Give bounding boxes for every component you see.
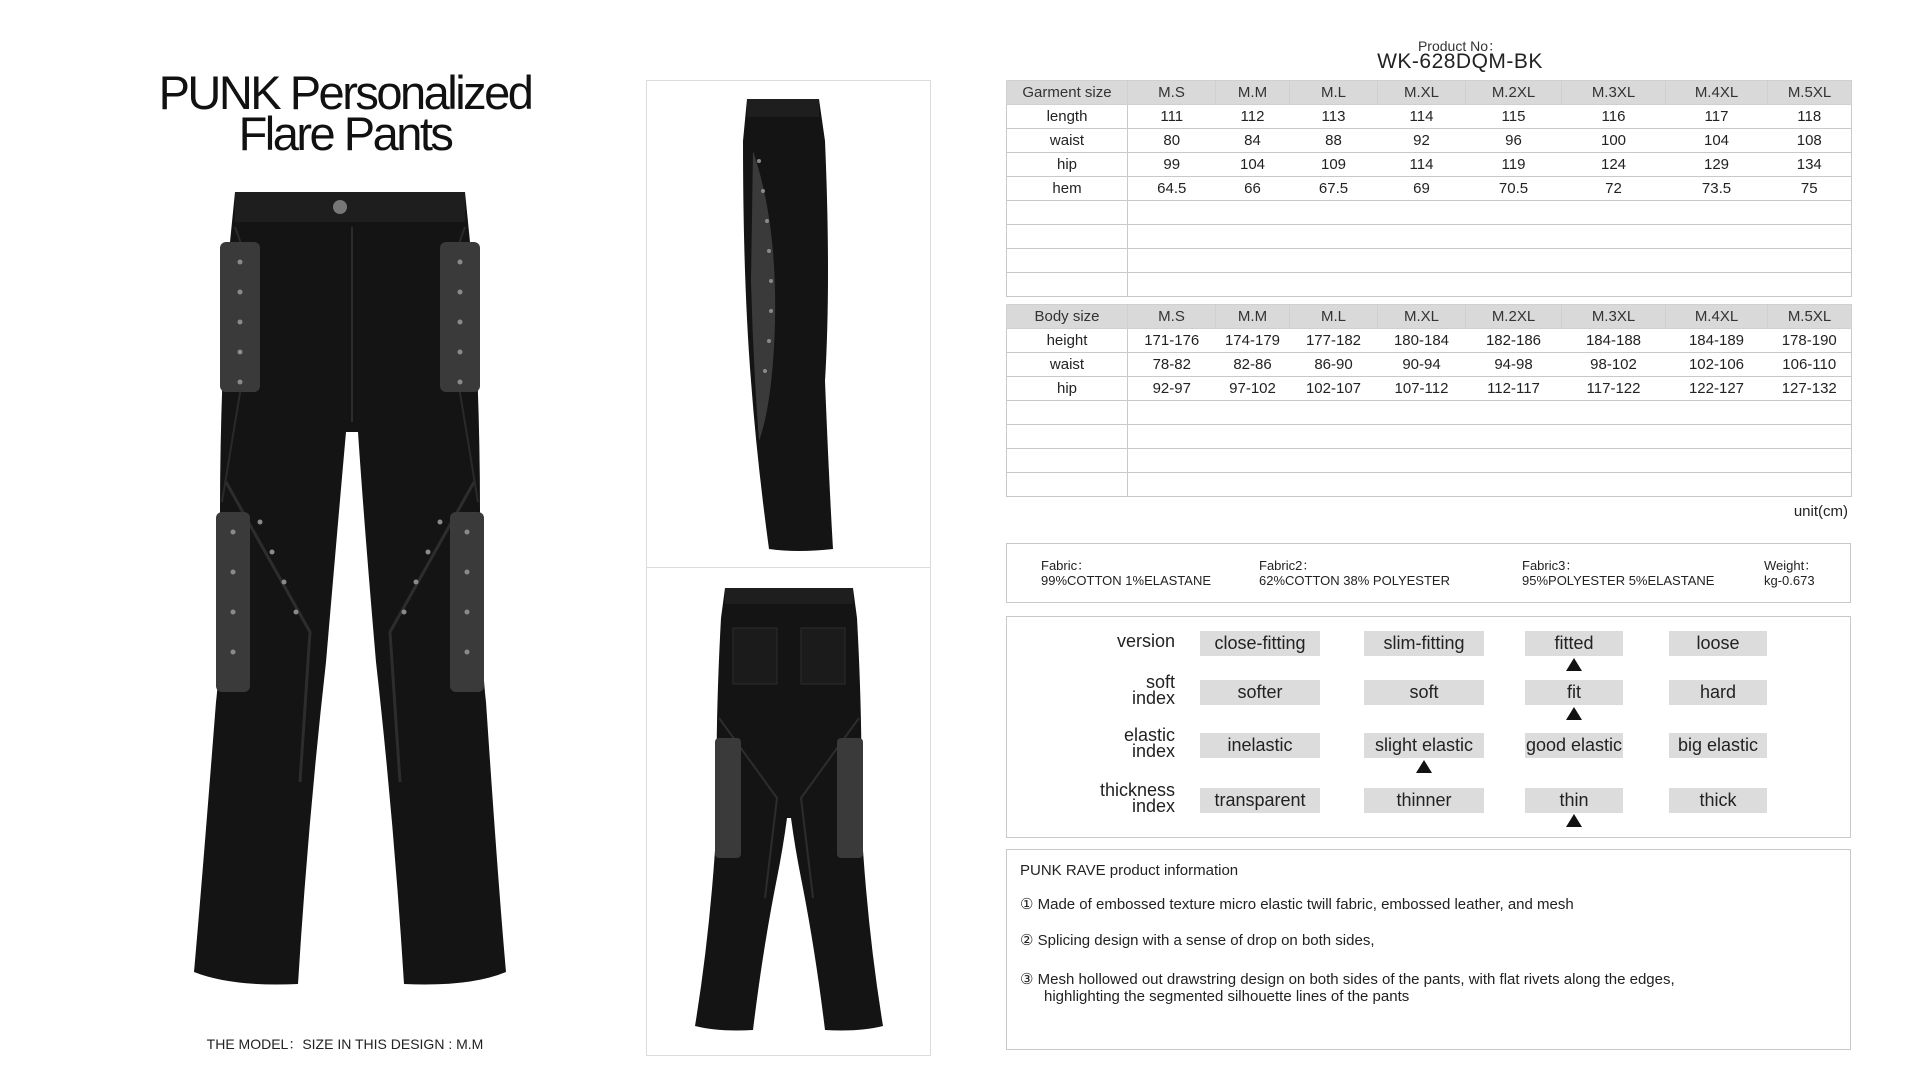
fabric-3: [1522, 558, 1714, 588]
header-cell: M.S: [1128, 305, 1216, 329]
index-label-soft: [1015, 674, 1175, 706]
index-option: fitted: [1525, 631, 1623, 656]
table-cell: 94-98: [1466, 353, 1562, 377]
table-cell: 98-102: [1562, 353, 1666, 377]
weight-value: kg-0.673: [1764, 573, 1815, 588]
index-option: transparent: [1200, 788, 1320, 813]
header-cell: M.5XL: [1768, 305, 1852, 329]
table-cell: 117-122: [1562, 377, 1666, 401]
index-label-version: [1015, 633, 1175, 649]
fabric-value: 99%COTTON 1%ELASTANE: [1041, 573, 1212, 588]
selected-indicator-triangle-icon: [1566, 814, 1582, 827]
table-cell: 174-179: [1216, 329, 1290, 353]
fabric-label: Fabric2：: [1259, 558, 1316, 573]
side-view-image: [647, 81, 930, 568]
row-label: hip: [1007, 153, 1128, 177]
row-label: height: [1007, 329, 1128, 353]
unit-label: unit(cm): [1793, 503, 1848, 520]
fabric-1: [1041, 558, 1211, 588]
index-option: inelastic: [1200, 733, 1320, 758]
info-title: PUNK RAVE product information: [1020, 862, 1239, 879]
header-cell: M.L: [1290, 305, 1378, 329]
index-option: slim-fitting: [1364, 631, 1484, 656]
row-label: length: [1007, 105, 1128, 129]
index-label-text: thickness: [1099, 780, 1175, 800]
header-cell: M.XL: [1378, 305, 1466, 329]
table-cell: 114: [1378, 105, 1466, 129]
table-cell: 113: [1290, 105, 1378, 129]
table-row: [1007, 105, 1852, 129]
header-cell: M.M: [1216, 305, 1290, 329]
table-cell: 107-112: [1378, 377, 1466, 401]
table-row: [1007, 177, 1852, 201]
empty-row: [1007, 473, 1852, 497]
empty-row: [1007, 249, 1852, 273]
table-cell: 102-106: [1666, 353, 1768, 377]
table-cell: 100: [1562, 129, 1666, 153]
back-view-image: [647, 568, 930, 1055]
index-option: slight elastic: [1364, 733, 1484, 758]
table-cell: 111: [1128, 105, 1216, 129]
row-label: waist: [1007, 353, 1128, 377]
table-cell: 127-132: [1768, 377, 1852, 401]
index-option: loose: [1669, 631, 1767, 656]
empty-row: [1007, 425, 1852, 449]
index-option: good elastic: [1525, 733, 1623, 758]
table-cell: 90-94: [1378, 353, 1466, 377]
fabric-box: [1006, 543, 1851, 603]
product-no-label: Product No：: [1417, 38, 1503, 54]
index-label-elastic: [1015, 727, 1175, 759]
header-cell: M.M: [1216, 81, 1290, 105]
info-line: ① Made of embossed texture micro elastic twill fabric, embossed leather, and mesh: [1020, 896, 1574, 913]
table-cell: 102-107: [1290, 377, 1378, 401]
table-cell: 124: [1562, 153, 1666, 177]
row-label: waist: [1007, 129, 1128, 153]
table-cell: 70.5: [1466, 177, 1562, 201]
index-option: fit: [1525, 680, 1623, 705]
index-option: soft: [1364, 680, 1484, 705]
index-option: hard: [1669, 680, 1767, 705]
header-cell: M.2XL: [1466, 305, 1562, 329]
header-cell: Garment size: [1007, 81, 1128, 105]
body-header-row: [1007, 305, 1852, 329]
table-cell: 180-184: [1378, 329, 1466, 353]
info-line: highlighting the segmented silhouette lines of the pants: [1044, 988, 1410, 1005]
table-row: [1007, 353, 1852, 377]
front-pants-illustration: [194, 192, 506, 985]
table-row: [1007, 153, 1852, 177]
table-cell: 67.5: [1290, 177, 1378, 201]
index-option: thick: [1669, 788, 1767, 813]
table-cell: 84: [1216, 129, 1290, 153]
index-label-thickness: [1015, 782, 1175, 814]
selected-indicator-triangle-icon: [1566, 658, 1582, 671]
table-cell: 69: [1378, 177, 1466, 201]
header-cell: M.5XL: [1768, 81, 1852, 105]
index-option: close-fitting: [1200, 631, 1320, 656]
empty-row: [1007, 273, 1852, 297]
header-cell: M.L: [1290, 81, 1378, 105]
selected-indicator-triangle-icon: [1566, 707, 1582, 720]
index-label-text: index: [1131, 796, 1175, 816]
table-cell: 178-190: [1768, 329, 1852, 353]
table-cell: 116: [1562, 105, 1666, 129]
table-cell: 72: [1562, 177, 1666, 201]
fabric-label: Fabric3：: [1522, 558, 1579, 573]
table-cell: 92-97: [1128, 377, 1216, 401]
table-cell: 171-176: [1128, 329, 1216, 353]
header-cell: M.2XL: [1466, 81, 1562, 105]
side-view-frame: [646, 80, 931, 569]
table-cell: 99: [1128, 153, 1216, 177]
table-cell: 82-86: [1216, 353, 1290, 377]
index-label-text: soft: [1145, 672, 1175, 692]
product-title-line2: Flare Pants: [238, 107, 452, 160]
empty-row: [1007, 201, 1852, 225]
table-cell: 182-186: [1466, 329, 1562, 353]
product-title-line1: PUNK Personalized: [158, 66, 532, 119]
index-option: softer: [1200, 680, 1320, 705]
fabric-value: 95%POLYESTER 5%ELASTANE: [1522, 573, 1715, 588]
table-cell: 177-182: [1290, 329, 1378, 353]
product-info-box: [1006, 849, 1851, 1050]
table-cell: 80: [1128, 129, 1216, 153]
header-cell: M.4XL: [1666, 81, 1768, 105]
header-cell: M.3XL: [1562, 81, 1666, 105]
product-no-value: WK-628DQM-BK: [1377, 50, 1543, 73]
table-cell: 104: [1666, 129, 1768, 153]
garment-header-row: [1007, 81, 1852, 105]
index-option: thinner: [1364, 788, 1484, 813]
product-title: [100, 66, 590, 160]
table-cell: 119: [1466, 153, 1562, 177]
garment-size-table: [1006, 80, 1852, 297]
table-cell: 115: [1466, 105, 1562, 129]
table-cell: 66: [1216, 177, 1290, 201]
row-label: hem: [1007, 177, 1128, 201]
table-cell: 129: [1666, 153, 1768, 177]
empty-row: [1007, 449, 1852, 473]
row-label: hip: [1007, 377, 1128, 401]
table-cell: 104: [1216, 153, 1290, 177]
table-cell: 117: [1666, 105, 1768, 129]
weight: [1764, 558, 1817, 588]
header-cell: Body size: [1007, 305, 1128, 329]
table-cell: 184-188: [1562, 329, 1666, 353]
table-cell: 109: [1290, 153, 1378, 177]
index-option: thin: [1525, 788, 1623, 813]
table-row: [1007, 329, 1852, 353]
table-row: [1007, 377, 1852, 401]
table-cell: 88: [1290, 129, 1378, 153]
front-view-image: [180, 182, 520, 1012]
body-size-table: [1006, 304, 1852, 497]
index-label-text: index: [1131, 688, 1175, 708]
table-cell: 122-127: [1666, 377, 1768, 401]
table-cell: 78-82: [1128, 353, 1216, 377]
header-cell: M.XL: [1378, 81, 1466, 105]
table-cell: 108: [1768, 129, 1852, 153]
model-size-note: THE MODEL：SIZE IN THIS DESIGN : M.M: [206, 1036, 484, 1052]
table-cell: 73.5: [1666, 177, 1768, 201]
table-cell: 64.5: [1128, 177, 1216, 201]
table-cell: 112: [1216, 105, 1290, 129]
info-line: ③ Mesh hollowed out drawstring design on both sides of the pants, with flat rivets along the edges,: [1020, 971, 1675, 988]
table-cell: 184-189: [1666, 329, 1768, 353]
table-cell: 134: [1768, 153, 1852, 177]
fabric-value: 62%COTTON 38% POLYESTER: [1259, 573, 1450, 588]
empty-row: [1007, 225, 1852, 249]
header-cell: M.3XL: [1562, 305, 1666, 329]
empty-row: [1007, 401, 1852, 425]
index-option: big elastic: [1669, 733, 1767, 758]
table-cell: 118: [1768, 105, 1852, 129]
table-cell: 86-90: [1290, 353, 1378, 377]
index-label-text: index: [1131, 741, 1175, 761]
table-cell: 75: [1768, 177, 1852, 201]
table-cell: 106-110: [1768, 353, 1852, 377]
info-line: ② Splicing design with a sense of drop on both sides,: [1020, 932, 1375, 949]
back-view-frame: [646, 567, 931, 1056]
fabric-2: [1259, 558, 1450, 588]
header-cell: M.4XL: [1666, 305, 1768, 329]
selected-indicator-triangle-icon: [1416, 760, 1432, 773]
table-cell: 92: [1378, 129, 1466, 153]
table-cell: 97-102: [1216, 377, 1290, 401]
index-label-text: elastic: [1123, 725, 1175, 745]
table-cell: 114: [1378, 153, 1466, 177]
header-cell: M.S: [1128, 81, 1216, 105]
index-label-text: version: [1116, 631, 1175, 651]
weight-label: Weight：: [1764, 558, 1818, 573]
fabric-label: Fabric：: [1041, 558, 1091, 573]
table-row: [1007, 129, 1852, 153]
table-cell: 112-117: [1466, 377, 1562, 401]
garment-index-box: [1006, 616, 1851, 838]
table-cell: 96: [1466, 129, 1562, 153]
